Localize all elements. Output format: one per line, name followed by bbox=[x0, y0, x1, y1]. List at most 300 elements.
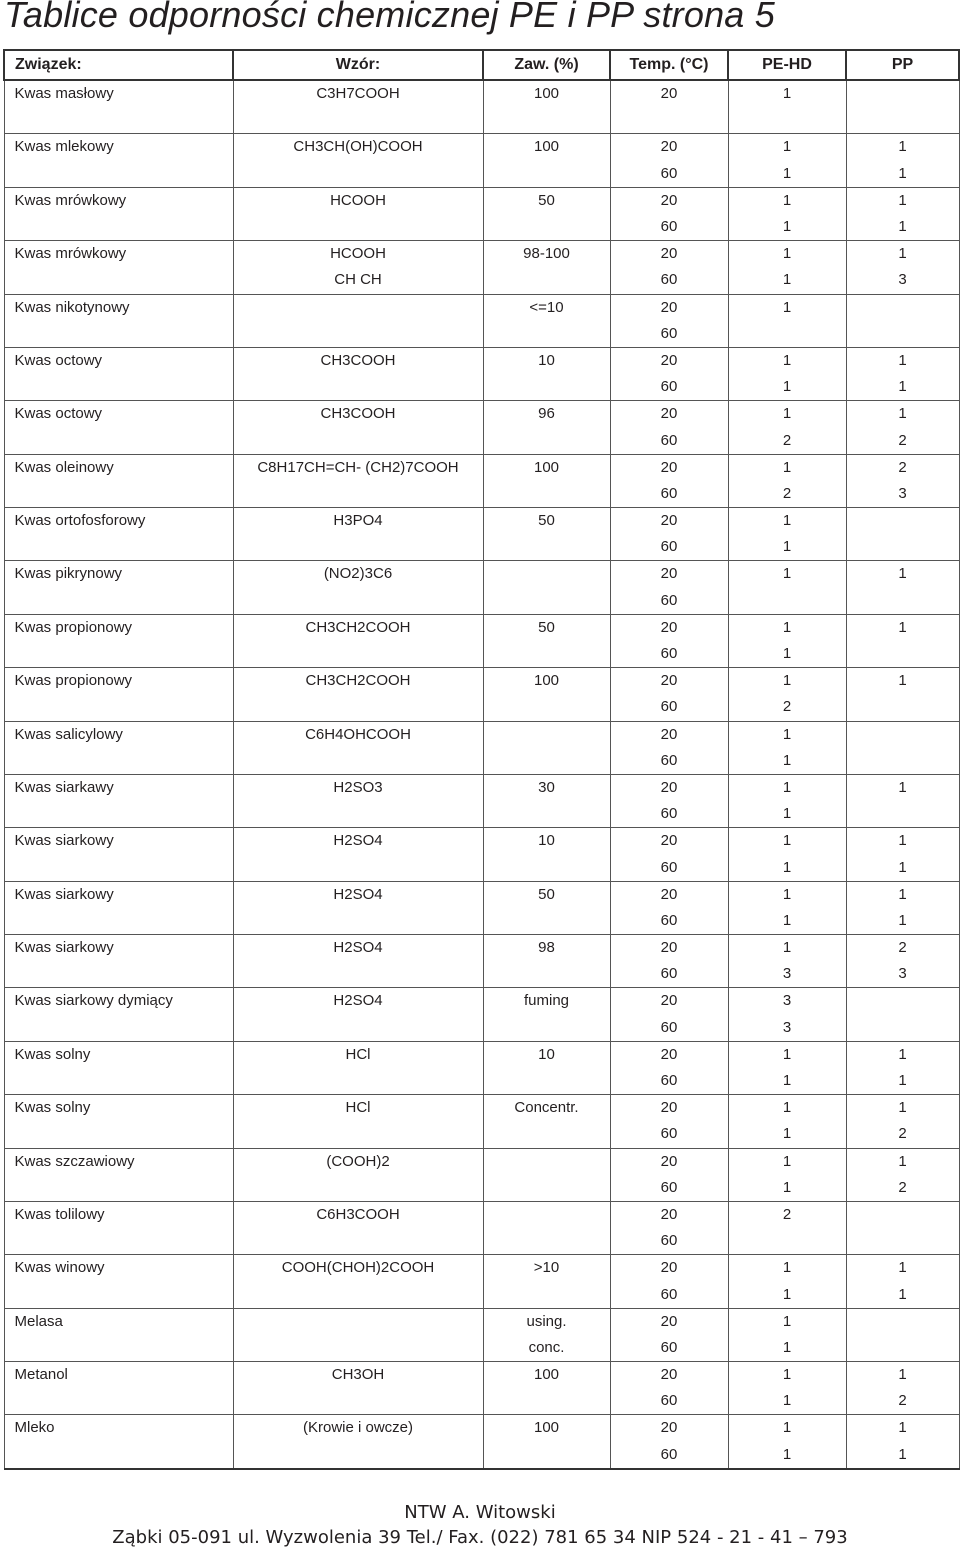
chemical-formula-extra bbox=[233, 1175, 483, 1202]
pe-hd-rating: 2 bbox=[728, 1201, 846, 1228]
pe-hd-rating: 1 bbox=[728, 881, 846, 908]
pp-rating: 1 bbox=[846, 908, 959, 935]
concentration bbox=[483, 1442, 610, 1469]
pe-hd-rating: 1 bbox=[728, 1175, 846, 1202]
temperature: 60 bbox=[610, 588, 728, 615]
temperature: 60 bbox=[610, 961, 728, 988]
temperature: 60 bbox=[610, 801, 728, 828]
temperature: 60 bbox=[610, 1335, 728, 1362]
temperature: 60 bbox=[610, 321, 728, 348]
temperature bbox=[610, 107, 728, 134]
pe-hd-rating: 1 bbox=[728, 534, 846, 561]
pe-hd-rating: 1 bbox=[728, 374, 846, 401]
chemical-formula: CH3COOH bbox=[233, 401, 483, 428]
compound-name-spacer bbox=[4, 107, 233, 134]
chemical-formula-extra bbox=[233, 1121, 483, 1148]
pe-hd-rating: 1 bbox=[728, 1281, 846, 1308]
pe-hd-rating: 3 bbox=[728, 961, 846, 988]
table-row-continued bbox=[4, 854, 959, 881]
page-title: Tablice odporności chemicznej PE i PP strona 5 bbox=[4, 0, 775, 35]
pp-rating: 1 bbox=[846, 561, 959, 588]
compound-name-spacer bbox=[4, 481, 233, 508]
chemical-formula: C8H17CH=CH- (CH2)7COOH bbox=[233, 454, 483, 481]
concentration bbox=[483, 214, 610, 241]
concentration bbox=[483, 961, 610, 988]
chemical-formula: C6H4OHCOOH bbox=[233, 721, 483, 748]
compound-name: Kwas solny bbox=[4, 1041, 233, 1068]
concentration bbox=[483, 854, 610, 881]
temperature: 20 bbox=[610, 187, 728, 214]
concentration: fuming bbox=[483, 988, 610, 1015]
pp-rating: 1 bbox=[846, 828, 959, 855]
concentration: 100 bbox=[483, 1362, 610, 1389]
compound-name-spacer bbox=[4, 321, 233, 348]
table-row bbox=[4, 80, 959, 107]
concentration: 50 bbox=[483, 187, 610, 214]
pp-rating bbox=[846, 1015, 959, 1042]
temperature: 60 bbox=[610, 1442, 728, 1469]
chemical-formula: H2SO4 bbox=[233, 988, 483, 1015]
table-row bbox=[4, 1148, 959, 1175]
compound-name-spacer bbox=[4, 161, 233, 188]
temperature: 60 bbox=[610, 1121, 728, 1148]
temperature: 60 bbox=[610, 427, 728, 454]
pe-hd-rating bbox=[728, 321, 846, 348]
concentration: 10 bbox=[483, 347, 610, 374]
header-temperature: Temp. (°C) bbox=[610, 50, 728, 80]
temperature: 20 bbox=[610, 401, 728, 428]
compound-name: Kwas tolilowy bbox=[4, 1201, 233, 1228]
concentration bbox=[483, 1121, 610, 1148]
concentration: using. bbox=[483, 1308, 610, 1335]
concentration bbox=[483, 374, 610, 401]
concentration bbox=[483, 721, 610, 748]
pp-rating bbox=[846, 1335, 959, 1362]
table-row-continued bbox=[4, 1388, 959, 1415]
table-row bbox=[4, 1308, 959, 1335]
pp-rating: 2 bbox=[846, 427, 959, 454]
pp-rating: 3 bbox=[846, 267, 959, 294]
table-row-continued bbox=[4, 214, 959, 241]
temperature: 20 bbox=[610, 241, 728, 268]
pe-hd-rating: 2 bbox=[728, 694, 846, 721]
compound-name: Kwas mlekowy bbox=[4, 134, 233, 161]
concentration bbox=[483, 1068, 610, 1095]
temperature: 20 bbox=[610, 828, 728, 855]
compound-name-spacer bbox=[4, 1281, 233, 1308]
compound-name: Kwas oleinowy bbox=[4, 454, 233, 481]
temperature: 20 bbox=[610, 988, 728, 1015]
temperature: 20 bbox=[610, 1041, 728, 1068]
pe-hd-rating: 1 bbox=[728, 1335, 846, 1362]
chemical-formula-extra bbox=[233, 107, 483, 134]
table-row bbox=[4, 508, 959, 535]
compound-name: Melasa bbox=[4, 1308, 233, 1335]
chemical-formula: H3PO4 bbox=[233, 508, 483, 535]
temperature: 60 bbox=[610, 481, 728, 508]
table-row-continued bbox=[4, 1175, 959, 1202]
header-formula: Wzór: bbox=[233, 50, 483, 80]
concentration bbox=[483, 1148, 610, 1175]
pp-rating bbox=[846, 107, 959, 134]
chemical-formula: CH3CH(OH)COOH bbox=[233, 134, 483, 161]
pp-rating bbox=[846, 80, 959, 107]
table-row-continued bbox=[4, 481, 959, 508]
temperature: 60 bbox=[610, 161, 728, 188]
table-row-continued bbox=[4, 161, 959, 188]
table-row bbox=[4, 347, 959, 374]
temperature: 60 bbox=[610, 374, 728, 401]
concentration: 50 bbox=[483, 614, 610, 641]
pp-rating: 1 bbox=[846, 614, 959, 641]
pe-hd-rating: 1 bbox=[728, 908, 846, 935]
temperature: 20 bbox=[610, 1415, 728, 1442]
pe-hd-rating: 1 bbox=[728, 774, 846, 801]
chemical-formula-extra bbox=[233, 1228, 483, 1255]
table-row bbox=[4, 935, 959, 962]
pp-rating: 1 bbox=[846, 881, 959, 908]
table-row-continued bbox=[4, 1068, 959, 1095]
temperature: 60 bbox=[610, 694, 728, 721]
concentration: 96 bbox=[483, 401, 610, 428]
pe-hd-rating: 1 bbox=[728, 1121, 846, 1148]
pp-rating: 1 bbox=[846, 1041, 959, 1068]
table-row-continued bbox=[4, 1335, 959, 1362]
compound-name: Kwas masłowy bbox=[4, 80, 233, 107]
chemical-formula: (Krowie i owcze) bbox=[233, 1415, 483, 1442]
table-row bbox=[4, 1255, 959, 1282]
chemical-formula: COOH(CHOH)2COOH bbox=[233, 1255, 483, 1282]
compound-name-spacer bbox=[4, 1175, 233, 1202]
compound-name: Kwas mrówkowy bbox=[4, 241, 233, 268]
pp-rating: 3 bbox=[846, 481, 959, 508]
table-row-continued bbox=[4, 267, 959, 294]
chemical-formula-extra bbox=[233, 641, 483, 668]
concentration bbox=[483, 1015, 610, 1042]
chemical-formula-extra bbox=[233, 748, 483, 775]
chemical-formula-extra bbox=[233, 1335, 483, 1362]
concentration bbox=[483, 107, 610, 134]
compound-name: Kwas solny bbox=[4, 1095, 233, 1122]
concentration bbox=[483, 801, 610, 828]
table-row bbox=[4, 294, 959, 321]
chemical-formula: CH3COOH bbox=[233, 347, 483, 374]
table-row-continued bbox=[4, 107, 959, 134]
header-compound: Związek: bbox=[4, 50, 233, 80]
table-row bbox=[4, 561, 959, 588]
pp-rating: 2 bbox=[846, 454, 959, 481]
table-row bbox=[4, 881, 959, 908]
compound-name-spacer bbox=[4, 748, 233, 775]
concentration bbox=[483, 748, 610, 775]
compound-name-spacer bbox=[4, 267, 233, 294]
pp-rating: 2 bbox=[846, 1175, 959, 1202]
chemical-formula-extra bbox=[233, 427, 483, 454]
pe-hd-rating: 1 bbox=[728, 1148, 846, 1175]
concentration bbox=[483, 641, 610, 668]
compound-name-spacer bbox=[4, 214, 233, 241]
pe-hd-rating: 1 bbox=[728, 241, 846, 268]
table-row bbox=[4, 1041, 959, 1068]
table-row bbox=[4, 134, 959, 161]
pp-rating: 1 bbox=[846, 134, 959, 161]
pe-hd-rating: 1 bbox=[728, 454, 846, 481]
pp-rating: 1 bbox=[846, 161, 959, 188]
table-row-continued bbox=[4, 748, 959, 775]
table-row-continued bbox=[4, 427, 959, 454]
chemical-formula-extra bbox=[233, 1015, 483, 1042]
table-row-continued bbox=[4, 801, 959, 828]
compound-name: Kwas nikotynowy bbox=[4, 294, 233, 321]
chemical-formula: CH3CH2COOH bbox=[233, 614, 483, 641]
concentration: 10 bbox=[483, 828, 610, 855]
concentration: 100 bbox=[483, 134, 610, 161]
chemical-formula-extra bbox=[233, 374, 483, 401]
table-row bbox=[4, 1362, 959, 1389]
pe-hd-rating: 1 bbox=[728, 641, 846, 668]
concentration bbox=[483, 908, 610, 935]
header-concentration: Zaw. (%) bbox=[483, 50, 610, 80]
temperature: 20 bbox=[610, 508, 728, 535]
pp-rating: 1 bbox=[846, 1148, 959, 1175]
pp-rating bbox=[846, 508, 959, 535]
pe-hd-rating: 1 bbox=[728, 80, 846, 107]
compound-name: Kwas pikrynowy bbox=[4, 561, 233, 588]
compound-name-spacer bbox=[4, 1442, 233, 1469]
compound-name-spacer bbox=[4, 588, 233, 615]
temperature: 60 bbox=[610, 748, 728, 775]
table-row-continued bbox=[4, 321, 959, 348]
pe-hd-rating: 1 bbox=[728, 1068, 846, 1095]
compound-name-spacer bbox=[4, 961, 233, 988]
chemical-resistance-table bbox=[3, 49, 960, 1470]
compound-name: Kwas propionowy bbox=[4, 668, 233, 695]
table-row bbox=[4, 454, 959, 481]
pp-rating: 2 bbox=[846, 1121, 959, 1148]
temperature: 60 bbox=[610, 1068, 728, 1095]
compound-name-spacer bbox=[4, 694, 233, 721]
pp-rating: 1 bbox=[846, 1442, 959, 1469]
pp-rating: 1 bbox=[846, 187, 959, 214]
pp-rating: 1 bbox=[846, 1415, 959, 1442]
header-pp: PP bbox=[846, 50, 959, 80]
pp-rating bbox=[846, 1308, 959, 1335]
compound-name-spacer bbox=[4, 801, 233, 828]
concentration bbox=[483, 267, 610, 294]
table-row-continued bbox=[4, 1281, 959, 1308]
pe-hd-rating: 1 bbox=[728, 721, 846, 748]
table-row-continued bbox=[4, 694, 959, 721]
chemical-formula: (NO2)3C6 bbox=[233, 561, 483, 588]
concentration: 50 bbox=[483, 881, 610, 908]
concentration bbox=[483, 1281, 610, 1308]
compound-name: Kwas siarkowy bbox=[4, 828, 233, 855]
pe-hd-rating: 1 bbox=[728, 854, 846, 881]
pe-hd-rating: 1 bbox=[728, 561, 846, 588]
chemical-formula: CH3CH2COOH bbox=[233, 668, 483, 695]
pe-hd-rating bbox=[728, 107, 846, 134]
temperature: 20 bbox=[610, 561, 728, 588]
chemical-formula: H2SO4 bbox=[233, 881, 483, 908]
temperature: 20 bbox=[610, 668, 728, 695]
pe-hd-rating: 1 bbox=[728, 1362, 846, 1389]
concentration: <=10 bbox=[483, 294, 610, 321]
concentration: Concentr. bbox=[483, 1095, 610, 1122]
table-row-continued bbox=[4, 1121, 959, 1148]
chemical-formula-extra bbox=[233, 534, 483, 561]
pe-hd-rating: 1 bbox=[728, 1095, 846, 1122]
compound-name-spacer bbox=[4, 854, 233, 881]
chemical-formula: HCl bbox=[233, 1095, 483, 1122]
compound-name-spacer bbox=[4, 1228, 233, 1255]
chemical-formula: C3H7COOH bbox=[233, 80, 483, 107]
pp-rating bbox=[846, 694, 959, 721]
temperature: 20 bbox=[610, 1362, 728, 1389]
temperature: 20 bbox=[610, 294, 728, 321]
pp-rating bbox=[846, 321, 959, 348]
pe-hd-rating: 1 bbox=[728, 1308, 846, 1335]
pp-rating bbox=[846, 988, 959, 1015]
compound-name-spacer bbox=[4, 1388, 233, 1415]
table-row bbox=[4, 774, 959, 801]
chemical-formula: HCOOH bbox=[233, 187, 483, 214]
pp-rating: 2 bbox=[846, 935, 959, 962]
chemical-formula: C6H3COOH bbox=[233, 1201, 483, 1228]
pe-hd-rating: 1 bbox=[728, 347, 846, 374]
compound-name-spacer bbox=[4, 1068, 233, 1095]
table-header-row bbox=[4, 50, 959, 80]
pe-hd-rating: 1 bbox=[728, 1255, 846, 1282]
footer-company: NTW A. Witowski bbox=[404, 1502, 556, 1523]
temperature: 20 bbox=[610, 1148, 728, 1175]
header-pe-hd: PE-HD bbox=[728, 50, 846, 80]
chemical-formula-extra: CH CH bbox=[233, 267, 483, 294]
pe-hd-rating: 1 bbox=[728, 187, 846, 214]
concentration bbox=[483, 588, 610, 615]
table-row-continued bbox=[4, 374, 959, 401]
concentration bbox=[483, 1228, 610, 1255]
compound-name: Kwas siarkowy dymiący bbox=[4, 988, 233, 1015]
table-row-continued bbox=[4, 1228, 959, 1255]
pp-rating bbox=[846, 1201, 959, 1228]
table-row-continued bbox=[4, 1015, 959, 1042]
temperature: 20 bbox=[610, 614, 728, 641]
compound-name: Kwas winowy bbox=[4, 1255, 233, 1282]
chemical-formula-extra bbox=[233, 588, 483, 615]
pp-rating bbox=[846, 641, 959, 668]
chemical-formula-extra bbox=[233, 161, 483, 188]
compound-name: Kwas mrówkowy bbox=[4, 187, 233, 214]
temperature: 60 bbox=[610, 908, 728, 935]
chemical-formula-extra bbox=[233, 961, 483, 988]
concentration: 10 bbox=[483, 1041, 610, 1068]
table-row bbox=[4, 988, 959, 1015]
pe-hd-rating: 3 bbox=[728, 1015, 846, 1042]
pp-rating bbox=[846, 748, 959, 775]
temperature: 60 bbox=[610, 1015, 728, 1042]
pe-hd-rating: 1 bbox=[728, 668, 846, 695]
concentration bbox=[483, 427, 610, 454]
table-row bbox=[4, 668, 959, 695]
compound-name: Kwas octowy bbox=[4, 347, 233, 374]
chemical-formula bbox=[233, 294, 483, 321]
compound-name: Mleko bbox=[4, 1415, 233, 1442]
pp-rating: 1 bbox=[846, 241, 959, 268]
compound-name: Kwas salicylowy bbox=[4, 721, 233, 748]
chemical-formula-extra bbox=[233, 1068, 483, 1095]
pp-rating: 1 bbox=[846, 774, 959, 801]
table-row-continued bbox=[4, 641, 959, 668]
concentration bbox=[483, 1201, 610, 1228]
table-row bbox=[4, 1095, 959, 1122]
temperature: 20 bbox=[610, 935, 728, 962]
pp-rating bbox=[846, 534, 959, 561]
concentration bbox=[483, 534, 610, 561]
temperature: 20 bbox=[610, 1095, 728, 1122]
temperature: 60 bbox=[610, 267, 728, 294]
concentration: 30 bbox=[483, 774, 610, 801]
temperature: 60 bbox=[610, 1175, 728, 1202]
temperature: 20 bbox=[610, 1201, 728, 1228]
pp-rating bbox=[846, 1228, 959, 1255]
table-row-continued bbox=[4, 588, 959, 615]
pp-rating: 1 bbox=[846, 1095, 959, 1122]
table-row-continued bbox=[4, 534, 959, 561]
table-row bbox=[4, 614, 959, 641]
pe-hd-rating: 1 bbox=[728, 161, 846, 188]
chemical-formula-extra bbox=[233, 908, 483, 935]
table-row bbox=[4, 828, 959, 855]
pe-hd-rating: 1 bbox=[728, 214, 846, 241]
compound-name-spacer bbox=[4, 1015, 233, 1042]
chemical-formula-extra bbox=[233, 694, 483, 721]
compound-name: Kwas siarkowy bbox=[4, 935, 233, 962]
chemical-formula-extra bbox=[233, 1281, 483, 1308]
compound-name: Metanol bbox=[4, 1362, 233, 1389]
table-row bbox=[4, 401, 959, 428]
concentration: 98-100 bbox=[483, 241, 610, 268]
compound-name-spacer bbox=[4, 534, 233, 561]
pp-rating: 1 bbox=[846, 1281, 959, 1308]
concentration bbox=[483, 1175, 610, 1202]
pe-hd-rating: 1 bbox=[728, 1041, 846, 1068]
pp-rating: 1 bbox=[846, 347, 959, 374]
chemical-formula: H2SO4 bbox=[233, 828, 483, 855]
compound-name: Kwas octowy bbox=[4, 401, 233, 428]
chemical-formula: H2SO4 bbox=[233, 935, 483, 962]
pe-hd-rating: 1 bbox=[728, 1415, 846, 1442]
chemical-formula-extra bbox=[233, 321, 483, 348]
pe-hd-rating: 1 bbox=[728, 614, 846, 641]
pe-hd-rating: 3 bbox=[728, 988, 846, 1015]
pp-rating: 1 bbox=[846, 401, 959, 428]
temperature: 20 bbox=[610, 774, 728, 801]
compound-name-spacer bbox=[4, 374, 233, 401]
pp-rating bbox=[846, 294, 959, 321]
table-row bbox=[4, 721, 959, 748]
table-row-continued bbox=[4, 961, 959, 988]
temperature: 60 bbox=[610, 1228, 728, 1255]
concentration bbox=[483, 1388, 610, 1415]
chemical-formula-extra bbox=[233, 481, 483, 508]
pp-rating: 1 bbox=[846, 214, 959, 241]
pp-rating bbox=[846, 588, 959, 615]
pe-hd-rating: 1 bbox=[728, 1388, 846, 1415]
pe-hd-rating bbox=[728, 1228, 846, 1255]
compound-name: Kwas siarkowy bbox=[4, 881, 233, 908]
concentration bbox=[483, 161, 610, 188]
pp-rating bbox=[846, 721, 959, 748]
